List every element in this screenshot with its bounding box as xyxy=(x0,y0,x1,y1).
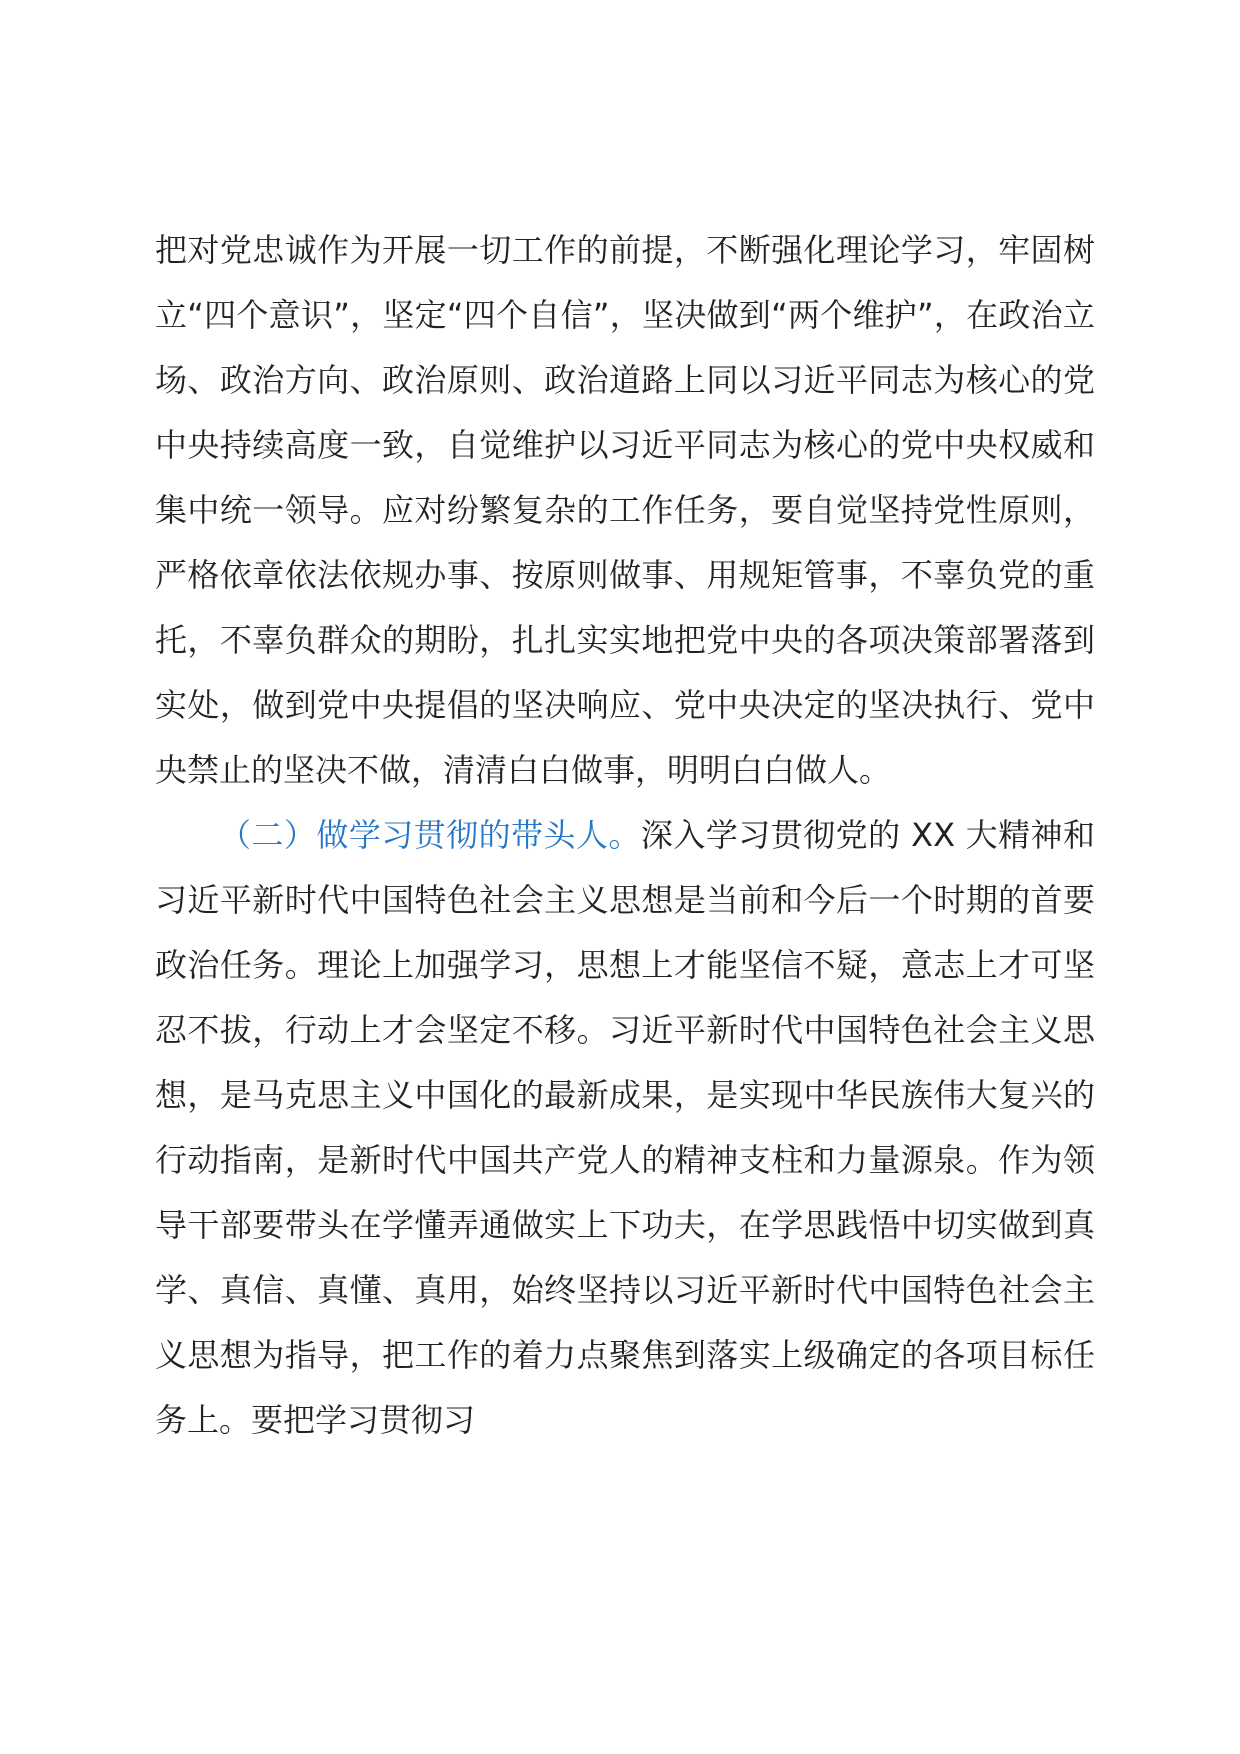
section-body-text: 深入学习贯彻党的 XX 大精神和习近平新时代中国特色社会主义思想是当前和今后一个时期的首要政治任务。理论上加强学习，思想上才能坚信不疑，意志上才可坚忍不拔，行动上才会坚定不移。习近平新时代中国特色社会主义思想，是马克思主义中国化的最新成果，是实现中华民族伟大复兴的行动指南，是新时代中国共产党人的精神支柱和力量源泉。作为领导干部要带头在学懂弄通做实上下功夫，在学思践悟中切实做到真学、真信、真懂、真用，始终坚持以习近平新时代中国特色社会主义思想为指导，把工作的着力点聚焦到落实上级确定的各项目标任务上。要把学习贯彻习 xyxy=(155,816,1095,1439)
document-body xyxy=(155,218,1095,1453)
section-paragraph xyxy=(155,803,1095,1453)
paragraph-continuation: 把对党忠诚作为开展一切工作的前提，不断强化理论学习，牢固树立“四个意识”，坚定“四个自信”，坚决做到“两个维护”，在政治立场、政治方向、政治原则、政治道路上同以习近平同志为核心的党中央持续高度一致，自觉维护以习近平同志为核心的党中央权威和集中统一领导。应对纷繁复杂的工作任务，要自觉坚持党性原则，严格依章依法依规办事、按原则做事、用规矩管事，不辜负党的重托，不辜负群众的期盼，扎扎实实地把党中央的各项决策部署落到实处，做到党中央提倡的坚决响应、党中央决定的坚决执行、党中央禁止的坚决不做，清清白白做事，明明白白做人。 xyxy=(155,231,1095,789)
section-heading: （二）做学习贯彻的带头人。 xyxy=(219,816,641,854)
